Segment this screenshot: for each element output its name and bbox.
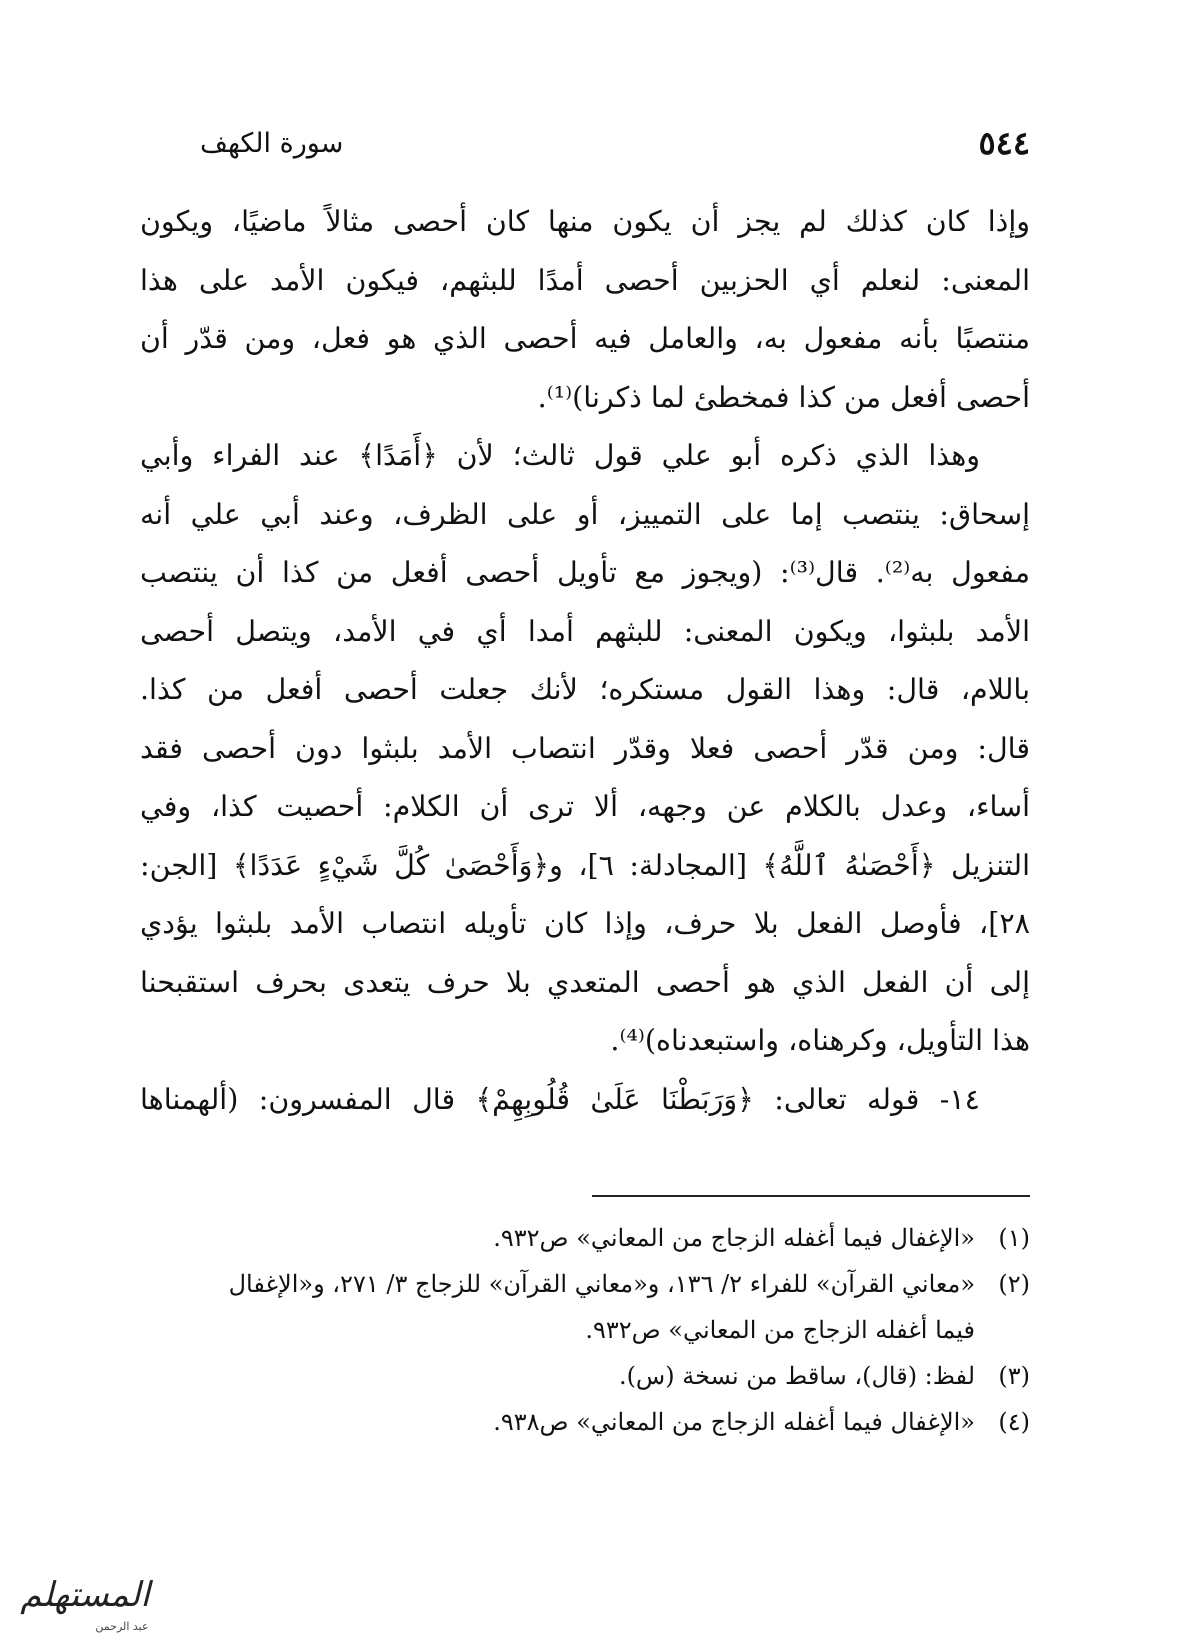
text-line: أحصى أفعل من كذا فمخطئ لما ذكرنا)⁽¹⁾. [537,380,1030,414]
text-line: إلى أن الفعل الذي هو أحصى المتعدي بلا حرف يتعدى بحرف استقبحنا [140,965,1030,999]
footnote-continuation [130,1307,1030,1353]
publisher-logo [10,1560,160,1640]
footnote-text: لفظ: (قال)، ساقط من نسخة (س). [618,1362,975,1390]
footnote-text: «الإغفال فيما أغفله الزجاج من المعاني» ص٩٣٨. [493,1408,975,1436]
footnote-number: (٢) [998,1270,1030,1298]
text-line: وهذا الذي ذكره أبو علي قول ثالث؛ لأن ﴿أَمَدًا﴾ عند الفراء وأبي [140,439,980,472]
footnote-number: (٣) [998,1362,1030,1390]
page-header [200,118,1030,168]
logo-subtext: عبد الرحمن [95,1620,149,1633]
text-line: التنزيل ﴿أَحْصَىٰهُ ٱللَّهُ﴾ [المجادلة: ٦]، و﴿وَأَحْصَىٰ كُلَّ شَيْءٍ عَدَدًا﴾ [الجن: [140,848,1030,882]
text-line: باللام، قال: وهذا القول مستكره؛ لأنك جعلت أحصى أفعل من كذا. [140,673,1030,706]
text-line: أساء، وعدل بالكلام عن وجهه، ألا ترى أن الكلام: أحصيت كذا، وفي [140,790,1030,823]
footnote-text: «معاني القرآن» للفراء ٢/ ١٣٦، و«معاني القرآن» للزجاج ٣/ ٢٧١، و«الإغفال [228,1270,975,1298]
logo-text: المستهلم [20,1575,150,1615]
footnotes [130,1215,1030,1445]
text-line: الأمد بلبثوا، ويكون المعنى: للبثهم أمدا أي في الأمد، ويتصل أحصى [140,614,1030,648]
text-line: المعنى: لنعلم أي الحزبين أحصى أمدًا للبثهم، فيكون الأمد على هذا [140,263,1030,297]
text-line: مفعول به⁽²⁾. قال⁽³⁾: (ويجوز مع تأويل أحصى أفعل من كذا أن ينتصب [140,556,1030,589]
text-line: منتصبًا بأنه مفعول به، والعامل فيه أحصى الذي هو فعل، ومن قدّر أن [140,322,1030,355]
text-line: قال: ومن قدّر أحصى فعلا وقدّر انتصاب الأمد بلبثوا دون أحصى فقد [140,731,1030,765]
footnote [130,1215,1030,1261]
footnote [130,1399,1030,1445]
main-text [140,193,1030,1129]
footnote-text: «الإغفال فيما أغفله الزجاج من المعاني» ص٩٣٢. [493,1224,975,1252]
footnote [130,1353,1030,1399]
text-line: هذا التأويل، وكرهناه، واستبعدناه)⁽⁴⁾. [610,1024,1030,1057]
footnote-text: فيما أغفله الزجاج من المعاني» ص٩٣٢. [585,1316,975,1344]
footnote [130,1261,1030,1307]
footnote-number: (٤) [998,1408,1030,1436]
text-line: ٢٨]، فأوصل الفعل بلا حرف، وإذا كان تأويله انتصاب الأمد بلبثوا يؤدي [140,907,1030,940]
footnote-divider [592,1195,1030,1197]
text-line: ١٤- قوله تعالى: ﴿وَرَبَطْنَا عَلَىٰ قُلُوبِهِمْ﴾ قال المفسرون: (ألهمناها [140,1082,980,1116]
footnote-number: (١) [998,1224,1030,1252]
text-line: إسحاق: ينتصب إما على التمييز، أو على الظرف، وعند أبي علي أنه [140,497,1030,531]
running-title: سورة الكهف [200,127,344,159]
page-number: ٥٤٤ [978,124,1030,162]
text-line: وإذا كان كذلك لم يجز أن يكون منها كان أحصى مثالاً ماضيًا، ويكون [140,205,1030,238]
